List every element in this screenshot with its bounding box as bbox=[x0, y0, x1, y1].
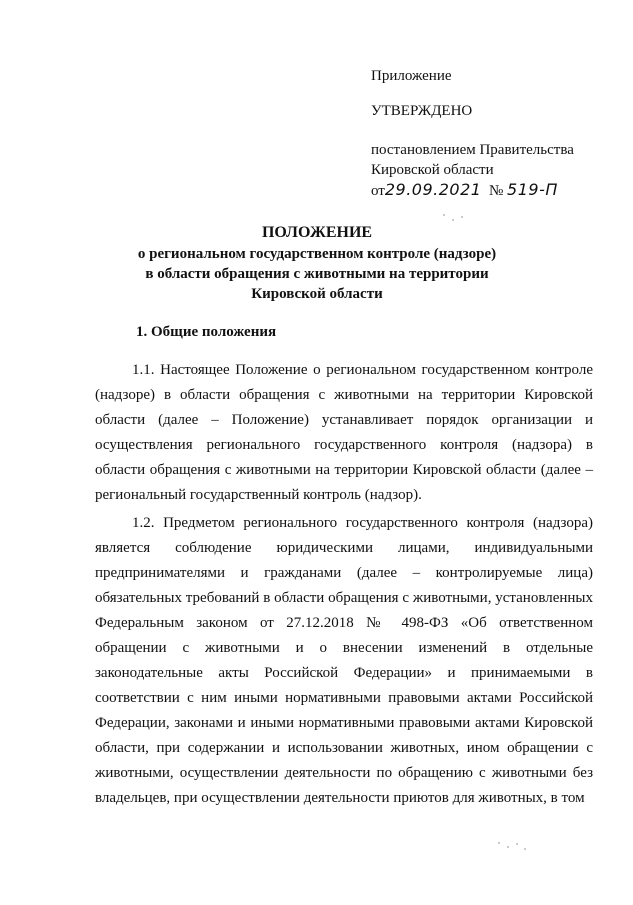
resolution-date-line bbox=[371, 180, 621, 201]
scan-speck bbox=[507, 846, 509, 848]
scan-speck bbox=[524, 848, 526, 850]
document-subtitle-line-2: в области обращения с животными на территории bbox=[145, 266, 489, 282]
document-subtitle-line-3: Кировской области bbox=[251, 286, 383, 302]
scan-speck bbox=[443, 214, 445, 216]
scan-speck bbox=[516, 843, 518, 845]
appendix-label: Приложение bbox=[371, 68, 452, 84]
scan-speck bbox=[452, 219, 454, 221]
resolution-line-2: Кировской области bbox=[371, 162, 494, 178]
handwritten-date: 29.09.2021 bbox=[384, 180, 482, 199]
document-body bbox=[95, 358, 593, 811]
scan-speck bbox=[498, 842, 500, 844]
paragraph-1-2: 1.2. Предметом регионального государственного контроля (надзора) является соблюдение юридическими лицами, индивидуальными предпринимателями и гражданами (далее – контролируемые лица) обязательных требований в области обращения с животными, установленных Федеральным законом от 27.12.2018 № 498-ФЗ «Об ответственном обращении с животными и о внесении изменений в отдельные законодательные акты Российской Федерации» и принимаемыми в соответствии с ним иными нормативными правовыми актами Российской Федерации, законами и иными нормативными правовыми актами Кировской области, при содержании и использовании животных, ином обращении с животными, осуществлении деятельности по обращению с животными без владельцев, при осуществлении деятельности приютов для животных, в том bbox=[95, 515, 593, 806]
number-prefix: № bbox=[488, 183, 504, 199]
approved-label: УТВЕРЖДЕНО bbox=[371, 103, 473, 119]
document-subtitle-line-1: о региональном государственном контроле (надзоре) bbox=[137, 246, 497, 262]
resolution-line-1: постановлением Правительства bbox=[371, 142, 574, 158]
handwritten-number: 519-П bbox=[507, 180, 558, 199]
scan-speck bbox=[461, 216, 463, 218]
document-title: ПОЛОЖЕНИЕ bbox=[261, 224, 373, 241]
section-heading: 1. Общие положения bbox=[136, 324, 277, 340]
date-prefix: от bbox=[371, 183, 385, 199]
document-heading bbox=[90, 223, 544, 304]
approval-block bbox=[371, 66, 621, 201]
paragraph-1-1: 1.1. Настоящее Положение о региональном государственном контроле (надзоре) в области обращения с животными на территории Кировской области (далее – Положение) устанавливает порядок организации и осуществления регионального государственного контроля (надзора) в области обращения с животными на территории Кировской области (далее – региональный государственный контроль (надзор). bbox=[95, 362, 593, 503]
